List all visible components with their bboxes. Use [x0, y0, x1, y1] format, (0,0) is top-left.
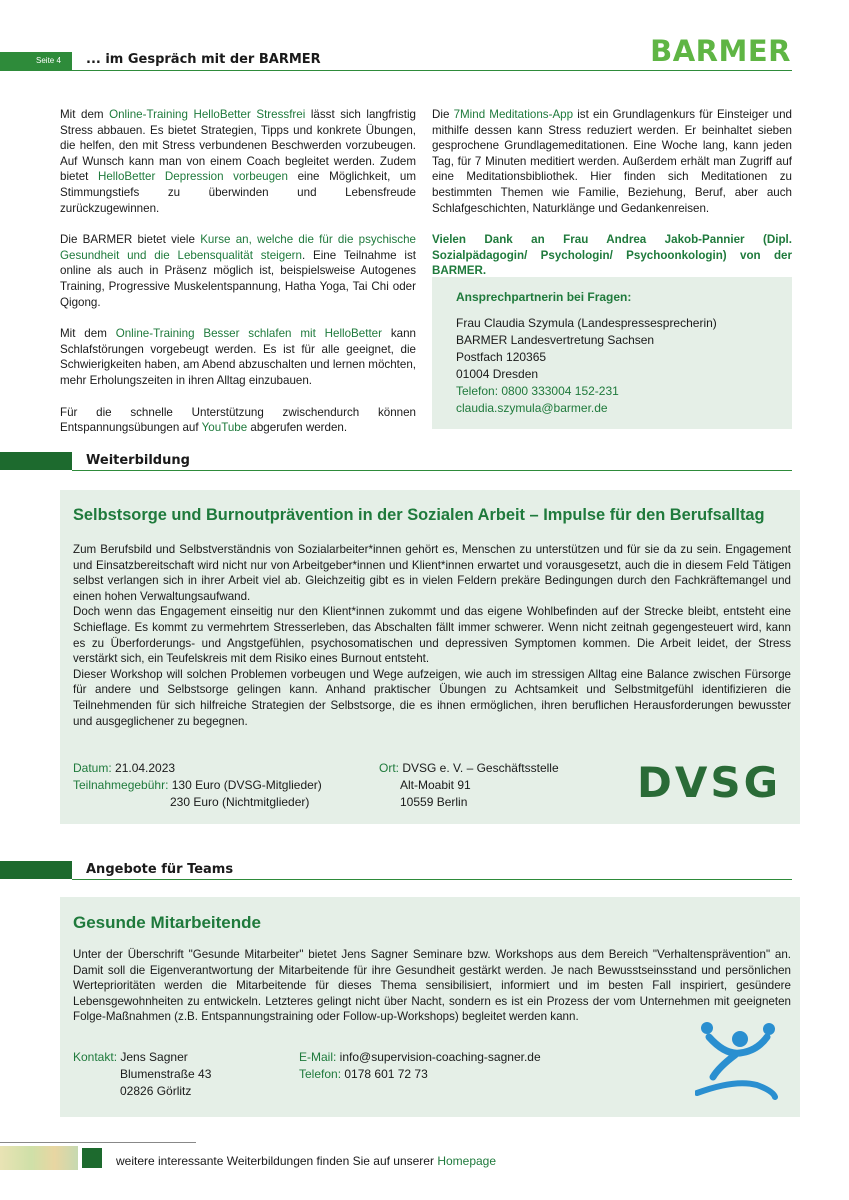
text: kann Schlafstörungen vorgebeugt werden. Es ist für alle geeignet, die Schwierigkeiten haben, am Abend abzuschalten und lernen möchten, mehr Erholungszeiten in ihren Alltag einzubauen.	[60, 327, 416, 387]
footer-divider	[0, 1142, 196, 1143]
workshop-place	[379, 760, 559, 777]
contact-org: BARMER Landesvertretung Sachsen	[456, 333, 655, 347]
teams-title: Gesunde Mitarbeitende	[73, 913, 261, 932]
email-label: E-Mail:	[299, 1050, 337, 1064]
contact-postbox: Postfach 120365	[456, 350, 547, 364]
place-line-1: DVSG e. V. – Geschäftsstelle	[399, 761, 559, 775]
homepage-link[interactable]: Homepage	[437, 1154, 497, 1168]
contact-street: Blumenstraße 43	[120, 1067, 212, 1081]
section-label-teams: Angebote für Teams	[86, 862, 234, 877]
teams-email	[299, 1049, 541, 1066]
text: . Eine Teilnahme ist online als auch in Präsenz möglich ist, beispielsweise Autogenes Training, Progressive Muskelentspannung, Hatha Yoga, Tai Chi oder Qigong.	[60, 248, 416, 309]
date-label: Datum:	[73, 761, 112, 775]
paragraph-youtube	[60, 405, 416, 436]
paragraph-schlafen	[60, 326, 416, 388]
contact-city: 01004 Dresden	[456, 367, 539, 381]
workshop-paragraph: Dieser Workshop will solchen Problemen vorbeugen und Wege aufzeigen, wie auch im stressigen Alltag eine Balance zwischen Fürsorge für andere und Selbstsorge gelingen kann. Anhand praktischer Übungen zu Achtsamkeit und Selbstmitgefühl identifizieren die Teilnehmenden für sich hilfreiche Strategien der Selbstsorge, die es ihnen ermöglichen, ihren beruflichen Herausforderungen bewusster und ausgeglichener zu begegnen.	[73, 667, 791, 728]
paragraph-kurse	[60, 232, 416, 310]
footer-note: weitere interessante Weiterbildungen finden Sie auf unserer	[116, 1154, 438, 1168]
phone-label: Telefon:	[299, 1067, 342, 1081]
text: Die	[432, 108, 454, 121]
header-title: ... im Gespräch mit der BARMER	[86, 52, 321, 67]
text: Mit dem	[60, 108, 110, 121]
teams-description: Unter der Überschrift "Gesunde Mitarbeiter" bietet Jens Sagner Seminare bzw. Workshops aus dem Bereich "Verhaltensprävention" an. Damit soll die Eigenverantwortung der Mitarbeitende für ihre Gesundheit gestärkt werden. Je nach Bewusstseinsstand und persönlichen Werteprioritäten werden die Mitarbeitende für dieses Thema sensibilisiert, informiert und im besten Fall inspiriert, gesündere Lebensgewohnheiten zu entwickeln. Letzteres gelingt nicht über Nacht, sondern es ist ein Prozess der vom Unternehmen mit geeigneten Folge-Maßnahmen (z.B. Entspannungstraining oder Follow-up-Workshops) begleitet werden kann.	[73, 948, 791, 1024]
workshop-date	[73, 760, 175, 777]
place-line-2: Alt-Moabit 91	[400, 778, 471, 792]
text: Die BARMER bietet viele	[60, 233, 201, 247]
fee-label: Teilnahmegebühr:	[73, 778, 169, 792]
paragraph-stressfrei	[60, 107, 416, 216]
teams-phone	[299, 1066, 428, 1083]
text: eine Möglichkeit, um Stimmungstiefs zu überwinden und Lebensfreude zurückzugewinnen.	[60, 170, 417, 215]
footer-logo-icon	[82, 1148, 102, 1168]
contact-name: Frau Claudia Szymula (Landespressesprecherin)	[456, 316, 717, 330]
contact-email[interactable]: claudia.szymula@barmer.de	[456, 401, 608, 415]
phone-value: 0178 601 72 73	[341, 1067, 428, 1081]
barmer-logo: BARMER	[650, 34, 791, 68]
dvsg-logo: DVSG	[637, 758, 782, 807]
text: Für die schnelle Unterstützung zwischendurch können Entspannungsübungen auf	[60, 405, 416, 435]
workshop-description	[73, 542, 791, 729]
contact-city: 02826 Görlitz	[120, 1084, 192, 1098]
link-hellobetter-depression[interactable]: HelloBetter Depression vorbeugen	[97, 170, 288, 184]
interview-left-column	[60, 107, 416, 452]
teams-box	[60, 897, 800, 1117]
workshop-box	[60, 490, 800, 824]
text: lässt sich langfristig Stress abbauen. Es bietet Strategien, Tipps und konkrete Übungen, die helfen, den mit Stress verbundenen Beschwerden vorzubeugen. Auf Wunsch kann man von einem Coach begleitet werden. Zudem bietet	[60, 108, 416, 184]
footer-banner-image	[0, 1146, 78, 1170]
link-besser-schlafen[interactable]: Online-Training Besser schlafen mit HelloBetter	[115, 327, 382, 341]
workshop-fee	[73, 777, 322, 794]
section-divider	[72, 470, 792, 471]
fee-nonmembers: 230 Euro (Nichtmitglieder)	[170, 795, 310, 809]
place-label: Ort:	[379, 761, 399, 775]
workshop-paragraph: Zum Berufsbild und Selbstverständnis von Sozialarbeiter*innen gehört es, Menschen zu unterstützen und für sie da zu sein. Engagement und Einsatzbereitschaft wird nicht nur von Arbeitgeber*innen und Klient*innen erwartet und vorausgesetzt, auch die in diesem Feld Tätigen selbst verlangen sich in ihrer Arbeit viel ab. Gleichzeitig gibt es in vielen Feldern prekäre Bedingungen durch den Fachkräftemangel und einen hohen Verwaltungsaufwand.	[73, 543, 791, 603]
contact-person: Jens Sagner	[117, 1050, 188, 1064]
section-marker	[0, 861, 72, 879]
text: Mit dem	[60, 327, 116, 341]
header-divider	[72, 70, 792, 71]
workshop-title: Selbstsorge und Burnoutprävention in der Sozialen Arbeit – Impulse für den Berufsalltag	[73, 506, 765, 524]
link-kurse[interactable]: Kurse an, welche die für die psychische Gesundheit und die Lebensqualität steigern	[60, 233, 416, 262]
section-divider	[72, 879, 792, 880]
link-hellobetter-stressfrei[interactable]: Online-Training HelloBetter Stressfrei	[109, 108, 306, 121]
page-number-label: Seite 4	[0, 52, 72, 71]
paragraph-7mind	[432, 107, 792, 216]
link-youtube[interactable]: YouTube	[201, 421, 248, 435]
contact-title: Ansprechpartnerin bei Fragen:	[456, 290, 632, 304]
place-line-3: 10559 Berlin	[400, 795, 468, 809]
section-label-weiterbildung: Weiterbildung	[86, 453, 190, 468]
text: ist ein Grundlagenkurs für Einsteiger und mithilfe dessen kann Stress reduziert werden. Er beinhaltet sieben gesprochene Grundlagemeditationen. Eine Woche lang, kann jeden Tag, für 7 Minuten meditiert werden. Außerdem erhält man Zugriff auf eine Meditationsbibliothek. Hier finden sich Meditationen zu bestimmten Themen wie Familie, Beziehung, Beruf, aber auch Schlafgeschichten, Naturklänge und Gedankenreisen.	[432, 108, 792, 215]
fee-members: 130 Euro (DVSG-Mitglieder)	[168, 778, 322, 792]
thanks-note: Vielen Dank an Frau Andrea Jakob-Pannier (Dipl. Sozialpädagogin/ Psychologin/ Psychoonkologin) von der BARMER.	[432, 233, 792, 278]
sagner-logo-icon	[695, 1021, 785, 1101]
workshop-paragraph: Doch wenn das Engagement einseitig nur den Klient*innen zukommt und das eigene Wohlbefinden auf der Strecke bleibt, entsteht eine Schieflage. Es kommt zu vermehrtem Stresserleben, das Abschalten fällt immer schwerer. Wenn nicht zeitnah gegengesteuert wird, kann es zu Überforderungs- und Angstgefühlen, psychosomatischen und depressiven Symptomen kommen. Die Arbeit leidet, der Stress verstärkt sich, ein Teufelskreis mit dem Risiko eines Burnout entsteht.	[73, 605, 791, 666]
contact-box	[432, 277, 792, 429]
email-value[interactable]: info@supervision-coaching-sagner.de	[336, 1050, 541, 1064]
contact-phone[interactable]: Telefon: 0800 333004 152-231	[456, 384, 619, 398]
date-value: 21.04.2023	[111, 761, 176, 775]
text: abgerufen werden.	[247, 421, 348, 435]
interview-right-column	[432, 107, 792, 289]
teams-contact	[73, 1049, 188, 1066]
section-marker	[0, 452, 72, 470]
link-7mind[interactable]: 7Mind Meditations-App	[453, 108, 574, 121]
contact-label: Kontakt:	[73, 1050, 118, 1064]
footer-text	[116, 1154, 496, 1168]
